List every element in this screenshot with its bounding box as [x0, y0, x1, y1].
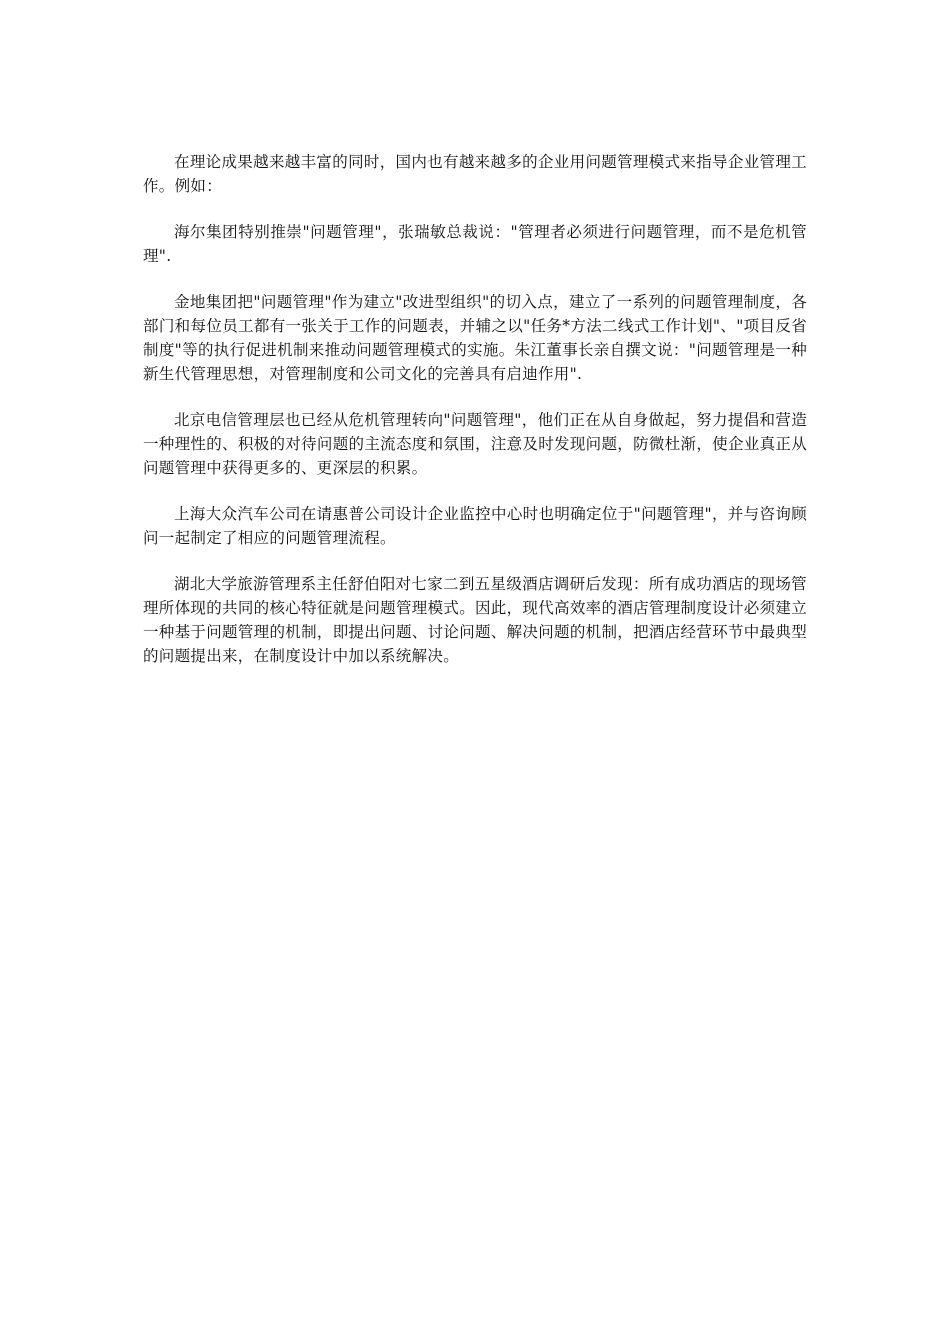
paragraph-haier: 海尔集团特别推崇"问题管理"，张瑞敏总裁说："管理者必须进行问题管理，而不是危机管理".: [143, 223, 807, 265]
paragraph-intro: 在理论成果越来越丰富的同时，国内也有越来越多的企业用问题管理模式来指导企业管理工作。例如：: [143, 153, 807, 195]
paragraph-hubei-university: 湖北大学旅游管理系主任舒伯阳对七家二到五星级酒店调研后发现：所有成功酒店的现场管理所体现的共同的核心特征就是问题管理模式。因此，现代高效率的酒店管理制度设计必须建立一种基于问题管理的机制，即提出问题、讨论问题、解决问题的机制，把酒店经营环节中最典型的问题提出来，在制度设计中加以系统解决。: [143, 575, 807, 665]
document-body: [143, 150, 807, 690]
paragraph-gemdale: 金地集团把"问题管理"作为建立"改进型组织"的切入点，建立了一系列的问题管理制度，各部门和每位员工都有一张关于工作的问题表，并辅之以"任务*方法二线式工作计划"、"项目反省制度"等的执行促进机制来推动问题管理模式的实施。朱江董事长亲自撰文说："问题管理是一种新生代管理思想，对管理制度和公司文化的完善具有启迪作用".: [143, 293, 807, 383]
paragraph-shanghai-volkswagen: 上海大众汽车公司在请惠普公司设计企业监控中心时也明确定位于"问题管理"，并与咨询顾问一起制定了相应的问题管理流程。: [143, 505, 807, 547]
paragraph-beijing-telecom: 北京电信管理层也已经从危机管理转向"问题管理"，他们正在从自身做起，努力提倡和营造一种理性的、积极的对待问题的主流态度和氛围，注意及时发现问题，防微杜渐，使企业真正从问题管理中获得更多的、更深层的积累。: [143, 411, 807, 477]
